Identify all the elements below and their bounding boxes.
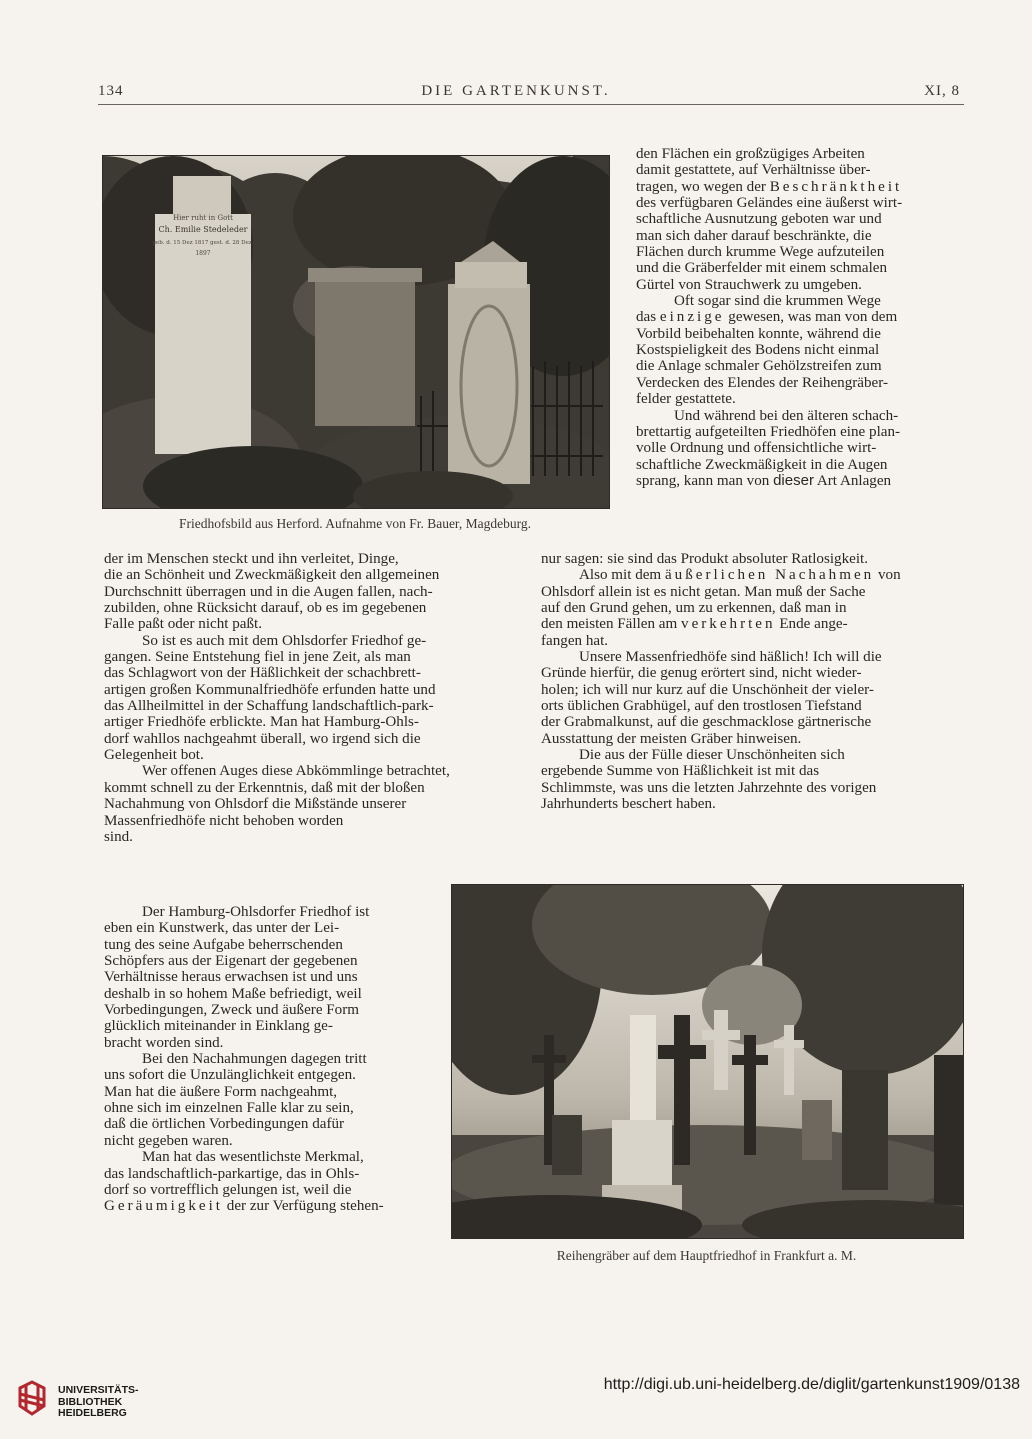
line: zubilden, ohne Rücksicht darauf, ob es im gegebenen <box>104 600 427 617</box>
spaced-text: verkehrten <box>681 616 776 633</box>
line: sind. <box>104 828 133 845</box>
line: Durchschnitt überragen und in die Augen fallen, nach- <box>104 583 433 600</box>
line: des verfügbaren Geländes eine äußerst wirt- <box>636 195 903 212</box>
line: den Flächen ein großzügiges Arbeiten <box>636 146 865 162</box>
line: Gürtel von Strauchwerk zu umgeben. <box>636 276 862 293</box>
line: glücklich miteinander in Einklang ge- <box>104 1018 333 1035</box>
line: das Allheilmittel in der Schaffung landschaftlich-park- <box>104 698 434 715</box>
line: und die Gräberfelder mit einem schmalen <box>636 260 888 277</box>
line: die Anlage schmaler Gehölzstreifen zum <box>636 358 882 375</box>
journal-title: DIE GARTENKUNST. <box>421 83 611 99</box>
line: tragen, wo wegen der Beschränktheit <box>636 178 903 195</box>
right-column-top <box>636 146 962 489</box>
line: bracht worden sind. <box>104 1034 224 1051</box>
stone-inscription-1: Hier ruht in Gott <box>173 214 233 222</box>
line: uns sofort die Unzulänglichkeit entgegen. <box>104 1067 356 1084</box>
line: ergebende Summe von Häßlichkeit ist mit das <box>541 763 820 780</box>
line: dorf wahllos nachgeahmt überall, wo irgend sich die <box>104 730 421 747</box>
line: man sich daher darauf beschränkte, die <box>636 227 872 244</box>
figure1-caption: Friedhofsbild aus Herford. Aufnahme von Fr. Bauer, Magdeburg. <box>178 516 532 531</box>
line: das einzige gewesen, was man von dem <box>636 309 898 326</box>
photo-herford-cemetery <box>102 155 610 509</box>
line: Also mit dem äußerlichen Nachahmen von <box>579 567 901 584</box>
line: nicht gegeben waren. <box>104 1132 233 1149</box>
line: der Grabmalkunst, auf die geschmacklose gärtnerische <box>541 714 872 731</box>
line: Ohlsdorf allein ist es nicht getan. Man muß der Sache <box>541 583 866 600</box>
line: Kostspieligkeit des Bodens nicht einmal <box>636 342 880 359</box>
line: das Schlagwort von der Häßlichkeit der schachbrett- <box>104 665 421 682</box>
line: Bei den Nachahmungen dagegen tritt <box>142 1051 367 1068</box>
line: Nachahmung von Ohlsdorf die Mißstände unserer <box>104 796 407 813</box>
line: Verdecken des Elendes der Reihengräber- <box>636 374 888 391</box>
source-url-link[interactable]: http://digi.ub.uni-heidelberg.de/diglit/gartenkunst1909/0138 <box>603 1376 1020 1393</box>
line: auf den Grund gehen, um zu erkennen, daß man in <box>541 600 847 617</box>
line: Unsere Massenfriedhöfe sind häßlich! Ich will die <box>579 649 882 666</box>
line: Die aus der Fülle dieser Unschönheiten sich <box>579 747 845 764</box>
line: So ist es auch mit dem Ohlsdorfer Friedhof ge- <box>142 632 427 649</box>
line: damit gestattete, auf Verhältnisse über- <box>636 162 871 179</box>
stone-inscription-3: geb. d. 15 Dez 1817 gest. d. 28 Dez. <box>152 240 254 246</box>
library-logo-text: UNIVERSITÄTS- BIBLIOTHEK HEIDELBERG <box>58 1384 139 1419</box>
herford-photo-image <box>103 156 609 508</box>
photo-frankfurt-cemetery <box>451 884 964 1239</box>
line: artiger Friedhöfe erblickte. Man hat Hamburg-Ohls- <box>104 714 419 731</box>
line: kommt schnell zu der Erkenntnis, daß mit der bloßen <box>104 779 425 796</box>
line: Falle paßt oder nicht paßt. <box>104 616 263 633</box>
issue-number: XI, 8 <box>924 83 960 99</box>
line: das landschaftlich-parkartige, das in Ohls- <box>104 1165 360 1182</box>
line: daß die örtlichen Vorbedingungen dafür <box>104 1116 345 1133</box>
line: Massenfriedhöfe nicht behoben worden <box>104 812 344 829</box>
line: tung des seine Aufgabe beherrschenden <box>104 936 343 953</box>
line: eben ein Kunstwerk, das unter der Lei- <box>104 920 340 937</box>
line: holen; ich will nur kurz auf die Unschönheit der vieler- <box>541 681 874 698</box>
line: schaftliche Ausnutzung geboten war und <box>636 211 882 228</box>
line: Gelegenheit bot. <box>104 747 204 764</box>
line: Man hat das wesentlichste Merkmal, <box>142 1149 364 1166</box>
sans-text: dieser <box>773 471 814 489</box>
left-column-narrow <box>104 904 431 1215</box>
line: Geräumigkeit der zur Verfügung stehen- <box>104 1198 384 1215</box>
line: Ausstattung der meisten Gräber hinweisen. <box>541 730 802 747</box>
figure2-caption: Reihengräber auf dem Hauptfriedhof in Frankfurt a. M. <box>556 1248 857 1263</box>
line: Vorbedingungen, Zweck und äußere Form <box>104 1002 359 1019</box>
line: ohne sich im einzelnen Falle klar zu sein, <box>104 1100 354 1117</box>
line: Verhältnisse heraus erwachsen ist und uns <box>104 969 358 986</box>
page-number: 134 <box>98 83 124 99</box>
line: sprang, kann man von dieser Art Anlagen <box>636 471 892 489</box>
line: brettartig aufgeteilten Friedhöfen eine plan- <box>636 423 901 440</box>
line: Oft sogar sind die krummen Wege <box>674 293 881 310</box>
spaced-text: einzige <box>659 309 725 326</box>
line: orts üblichen Grabhügel, auf den trostlosen Tiefstand <box>541 698 862 715</box>
spaced-text: Beschränktheit <box>769 178 903 195</box>
line: Schöpfers aus der Eigenart der gegebenen <box>104 953 358 970</box>
line: Und während bei den älteren schach- <box>674 407 899 424</box>
stone-inscription-4: 1897 <box>195 250 211 257</box>
line: artigen großen Kommunalfriedhöfe erfunden hatte und <box>104 681 436 698</box>
stone-inscription-2: Ch. Emilie Stedeleder <box>158 225 248 234</box>
line: deshalb in so hohem Maße befriedigt, weil <box>104 985 362 1002</box>
line: die an Schönheit und Zweckmäßigkeit den allgemeinen <box>104 567 440 584</box>
line: Wer offenen Auges diese Abkömmlinge betrachtet, <box>142 763 450 780</box>
line: schaftliche Zweckmäßigkeit in die Augen <box>636 456 888 473</box>
header-rule <box>98 104 964 105</box>
line: dorf so vortrefflich gelungen ist, weil die <box>104 1181 352 1198</box>
spaced-text: äußerlichen Nachahmen <box>664 567 875 584</box>
line: den meisten Fällen am verkehrten Ende ange- <box>541 616 848 633</box>
frankfurt-photo-image <box>452 885 963 1238</box>
line: Flächen durch krumme Wege aufzuteilen <box>636 244 885 261</box>
line: nur sagen: sie sind das Produkt absoluter Ratlosigkeit. <box>541 551 868 567</box>
spaced-text: Geräumigkeit <box>104 1198 223 1215</box>
line: der im Menschen steckt und ihn verleitet, Dinge, <box>104 551 399 567</box>
line: fangen hat. <box>541 632 609 649</box>
line: volle Ordnung und offensichtliche wirt- <box>636 440 877 457</box>
line: Der Hamburg-Ohlsdorfer Friedhof ist <box>142 904 370 920</box>
left-column <box>104 551 528 845</box>
line: Man hat die äußere Form nachgeahmt, <box>104 1083 338 1100</box>
right-column-middle <box>541 551 963 813</box>
line: Gründe hierfür, die genug erörtert sind, nicht wieder- <box>541 665 862 682</box>
line: felder gestattete. <box>636 391 736 408</box>
line: Vorbild beibehalten konnte, während die <box>636 325 881 342</box>
line: Jahrhunderts beschert haben. <box>541 796 716 813</box>
line: Schlimmste, was uns die letzten Jahrzehnte des vorigen <box>541 779 877 796</box>
line: gangen. Seine Entstehung fiel in jene Zeit, als man <box>104 649 411 666</box>
